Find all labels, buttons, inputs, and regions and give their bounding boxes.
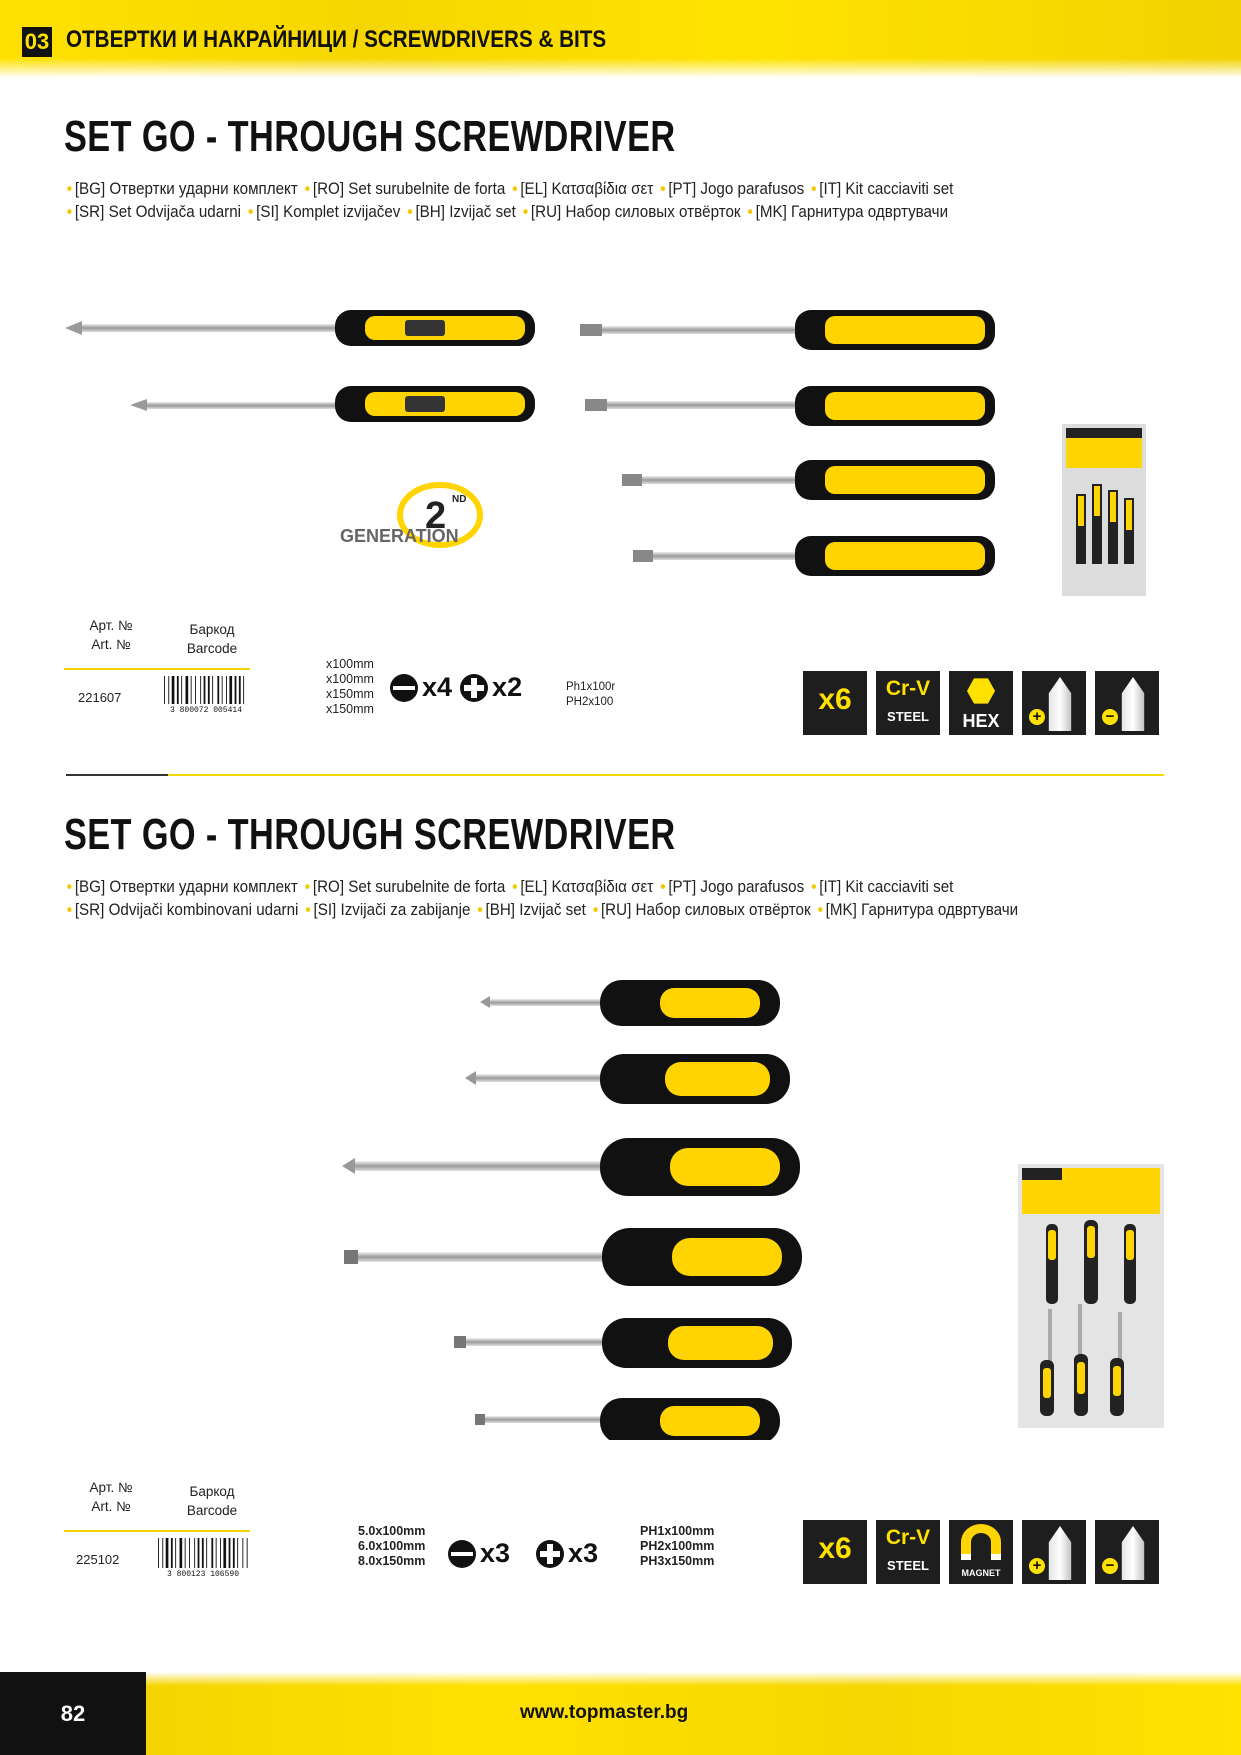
chapter-number: 03	[22, 27, 52, 57]
slotted-specs-1: x100mm x100mm x150mm x150mm	[326, 657, 374, 716]
phillips-count: x2	[492, 672, 523, 702]
badge-crv-steel: Cr-V STEEL	[876, 671, 940, 735]
barcode-label: Баркод	[189, 1484, 235, 1499]
screwdriver-ph2	[465, 1054, 790, 1104]
chapter-title: ОТВЕРТКИ И НАКРАЙНИЦИ / SCREWDRIVERS & BITS	[66, 26, 607, 53]
page-number: 82	[0, 1672, 146, 1755]
section-2-languages	[64, 876, 1018, 922]
feature-badges-2	[803, 1520, 1159, 1584]
section-divider-accent	[66, 774, 168, 776]
barcode-label: Баркод	[189, 622, 235, 637]
svg-text:3 800072 005414: 3 800072 005414	[169, 706, 243, 714]
generation-logo	[340, 485, 480, 546]
barcode-label-en: Barcode	[186, 641, 238, 656]
section-1-title: SET GO - THROUGH SCREWDRIVER	[64, 112, 676, 161]
screwdriver-slot-8	[344, 1228, 802, 1286]
art-number: 221607	[78, 690, 122, 705]
magnet-icon	[955, 1524, 1007, 1564]
art-label: Арт. №	[89, 1480, 133, 1495]
package-photo-221607	[1062, 424, 1146, 596]
slotted-icon	[390, 674, 418, 702]
feature-badges-1	[803, 671, 1159, 735]
svg-text:3 800123 106590: 3 800123 106590	[166, 1570, 240, 1578]
badge-phillips-tip: +	[1022, 671, 1086, 735]
screwdriver-ph3	[342, 1138, 800, 1196]
barcode-225102	[156, 1538, 250, 1578]
slotted-count: x4	[422, 672, 453, 702]
svg-text:GENERATION: GENERATION	[340, 526, 459, 546]
tip-counts-2	[448, 1538, 606, 1569]
barcode-221607	[162, 676, 250, 714]
phillips-specs-1: Ph1x100r PH2x100	[566, 681, 616, 708]
screwdriver-slotted-2	[585, 386, 995, 426]
badge-phillips-tip: +	[1022, 1520, 1086, 1584]
slotted-tip-icon	[1117, 1526, 1149, 1580]
tip-counts-1	[390, 672, 530, 703]
screwdriver-phillips-2	[130, 386, 535, 422]
product-photo-set-221607	[60, 280, 1040, 600]
screwdriver-ph1	[480, 980, 780, 1026]
badge-six-pieces: x6	[803, 671, 867, 735]
art-label-en: Art. №	[91, 637, 131, 652]
badge-magnet: MAGNET	[949, 1520, 1013, 1584]
screwdriver-phillips-1	[65, 310, 535, 346]
art-label-en: Art. №	[91, 1499, 131, 1514]
screwdriver-slot-6	[454, 1318, 792, 1368]
slotted-count: x3	[480, 1538, 511, 1568]
lang-line-1: • [BG] Отвертки ударни комплект • [RO] Set surubelnite de forta • [EL] Κατσαβίδια σετ • [PT] Jogo parafusos • [IT] Kit cacciaviti set	[66, 878, 954, 896]
section-1-languages	[64, 178, 953, 224]
badge-six-pieces: x6	[803, 1520, 867, 1584]
slotted-icon	[448, 1540, 476, 1568]
phillips-count: x3	[568, 1538, 599, 1568]
section-divider	[168, 774, 1164, 776]
screwdriver-slotted-1	[580, 310, 995, 350]
badge-hex: HEX	[949, 671, 1013, 735]
phillips-icon	[536, 1540, 564, 1568]
phillips-tip-icon	[1044, 677, 1076, 731]
screwdriver-slotted-3	[622, 460, 995, 500]
website-link[interactable]: www.topmaster.bg	[520, 1702, 689, 1723]
lang-line-2: • [SR] Set Odvijača udarni • [SI] Komplet izvijačev • [BH] Izvijač set • [RU] Набор силовых отвёрток • [MK] Гарнитура одвртувачи	[66, 203, 949, 221]
art-number: 225102	[76, 1552, 120, 1567]
phillips-specs-2: PH1x100mm PH2x100mm PH3x150mm	[640, 1524, 715, 1568]
screwdriver-slotted-4	[633, 536, 995, 576]
phillips-tip-icon	[1044, 1526, 1076, 1580]
art-label: Арт. №	[89, 618, 133, 633]
package-photo-225102	[1018, 1164, 1164, 1428]
badge-slotted-tip: −	[1095, 1520, 1159, 1584]
svg-text:2: 2	[425, 495, 447, 537]
barcode-label-en: Barcode	[186, 1503, 238, 1518]
meta-rule	[64, 1530, 250, 1532]
badge-slotted-tip: −	[1095, 671, 1159, 735]
phillips-icon	[460, 674, 488, 702]
lang-line-2: • [SR] Odvijači kombinovani udarni • [SI] Izvijači za zabijanje • [BH] Izvijač set • [RU] Набор силовых отвёрток • [MK] Гарнитура одвртувачи	[66, 901, 1019, 919]
badge-crv-steel: Cr-V STEEL	[876, 1520, 940, 1584]
slotted-specs-2: 5.0x100mm 6.0x100mm 8.0x150mm	[358, 1524, 426, 1568]
section-2-title: SET GO - THROUGH SCREWDRIVER	[64, 810, 676, 859]
lang-line-1: • [BG] Отвертки ударни комплект • [RO] Set surubelnite de forta • [EL] Κατσαβίδια σετ • [PT] Jogo parafusos • [IT] Kit cacciaviti set	[66, 180, 954, 198]
product-photo-set-225102	[330, 970, 870, 1440]
slotted-tip-icon	[1117, 677, 1149, 731]
svg-text:ND: ND	[452, 494, 467, 505]
meta-rule	[64, 668, 250, 670]
hex-icon	[967, 677, 995, 705]
screwdriver-slot-5	[475, 1398, 780, 1440]
